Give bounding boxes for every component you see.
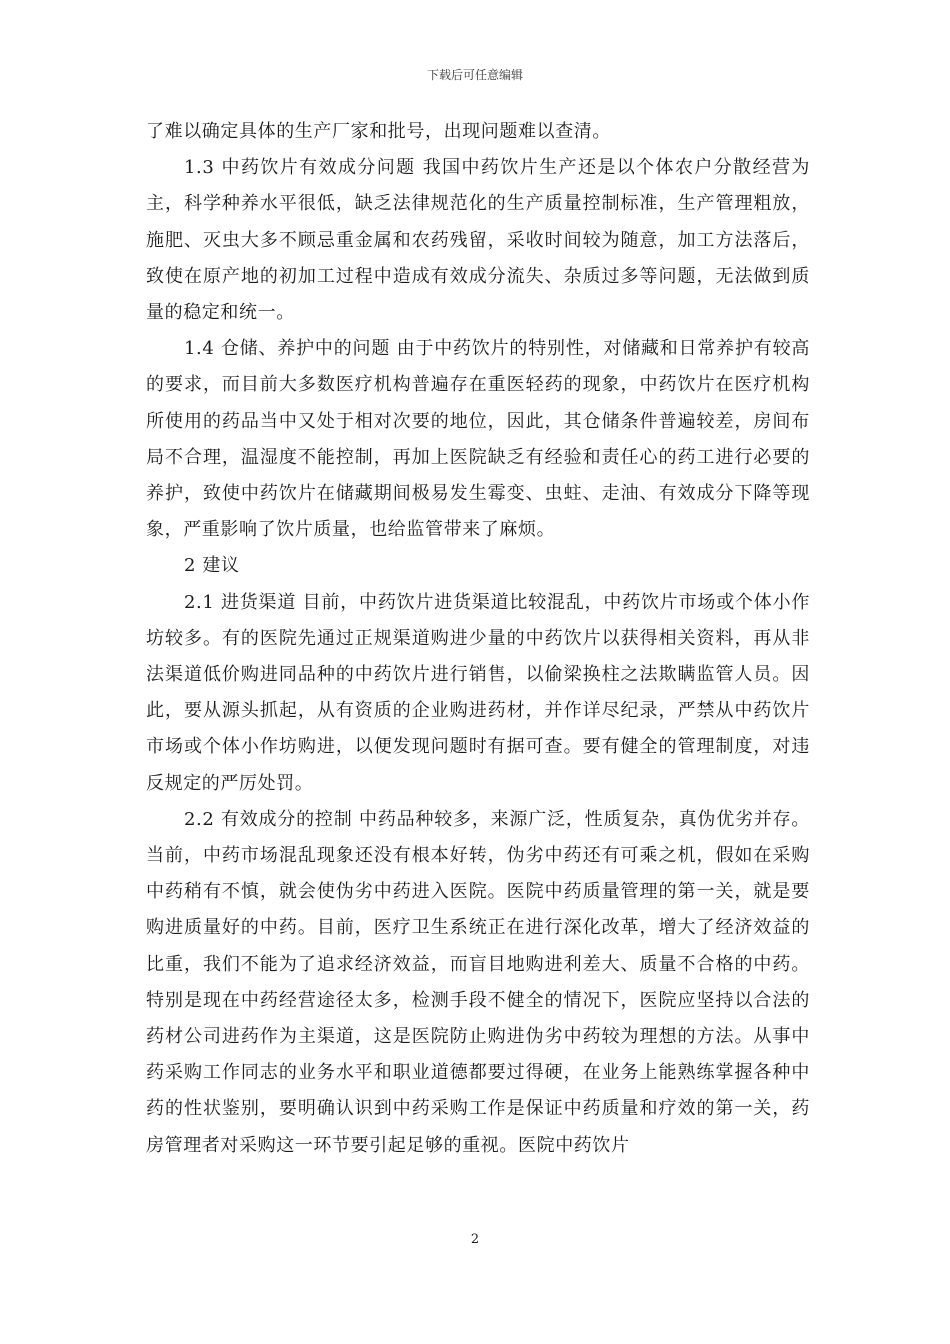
page-header: 下载后可任意编辑 xyxy=(426,68,523,82)
paragraph-1-3-active-ingredients: 1.3 中药饮片有效成分问题 我国中药饮片生产还是以个体农户分散经营为主，科学种养水平很低，缺乏法律规范化的生产质量控制标准，生产管理粗放，施肥、灭虫大多不顾忌重金属和农药残留，采收时间较为随意，加工方法落后，致使在原产地的初加工过程中造成有效成分流失、杂质过多等问题，无法做到质量的稳定和统一。 xyxy=(146,157,810,324)
paragraph-2-1-purchase-channels: 2.1 进货渠道 目前，中药饮片进货渠道比较混乱，中药饮片市场或个体小作坊较多。有的医院先通过正规渠道购进少量的中药饮片以获得相关资料，再从非法渠道低价购进同品种的中药饮片进行销售，以偷梁换柱之法欺瞒监管人员。因此，要从源头抓起，从有资质的企业购进药材，并作详尽纪录，严禁从中药饮片市场或个体小作坊购进，以便发现问题时有据可查。要有健全的管理制度，对违反规定的严厉处罚。 xyxy=(146,591,810,794)
document-body xyxy=(146,114,810,1164)
paragraph-2-2-ingredient-control: 2.2 有效成分的控制 中药品种较多，来源广泛，性质复杂，真伪优劣并存。当前，中药市场混乱现象还没有根本好转，伪劣中药还有可乘之机，假如在采购中药稍有不慎，就会使伪劣中药进入医院。医院中药质量管理的第一关，就是要购进质量好的中药。目前，医疗卫生系统正在进行深化改革，增大了经济效益的比重，我们不能为了追求经济效益，而盲目地购进利差大、质量不合格的中药。特别是现在中药经营途径太多，检测手段不健全的情况下，医院应坚持以合法的药材公司进药作为主渠道，这是医院防止购进伪劣中药较为理想的方法。从事中药采购工作同志的业务水平和职业道德都要过得硬，在业务上能熟练掌握各种中药的性状鉴别，要明确认识到中药采购工作是保证中药质量和疗效的第一关，药房管理者对采购这一环节要引起足够的重视。医院中药饮片 xyxy=(146,808,810,1156)
paragraph-1-4-storage: 1.4 仓储、养护中的问题 由于中药饮片的特别性，对储藏和日常养护有较高的要求，而目前大多数医疗机构普遍存在重医轻药的现象，中药饮片在医疗机构所使用的药品当中又处于相对次要的地位，因此，其仓储条件普遍较差，房间布局不合理，温湿度不能控制，再加上医院缺乏有经验和责任心的药工进行必要的养护，致使中药饮片在储藏期间极易发生霉变、虫蛀、走油、有效成分下降等现象，严重影响了饮片质量，也给监管带来了麻烦。 xyxy=(146,338,810,541)
paragraph-continuation: 了难以确定具体的生产厂家和批号，出现问题难以查清。 xyxy=(146,121,611,142)
section-heading-recommendations: 2 建议 xyxy=(184,555,240,577)
page-number: 2 xyxy=(470,1232,480,1247)
